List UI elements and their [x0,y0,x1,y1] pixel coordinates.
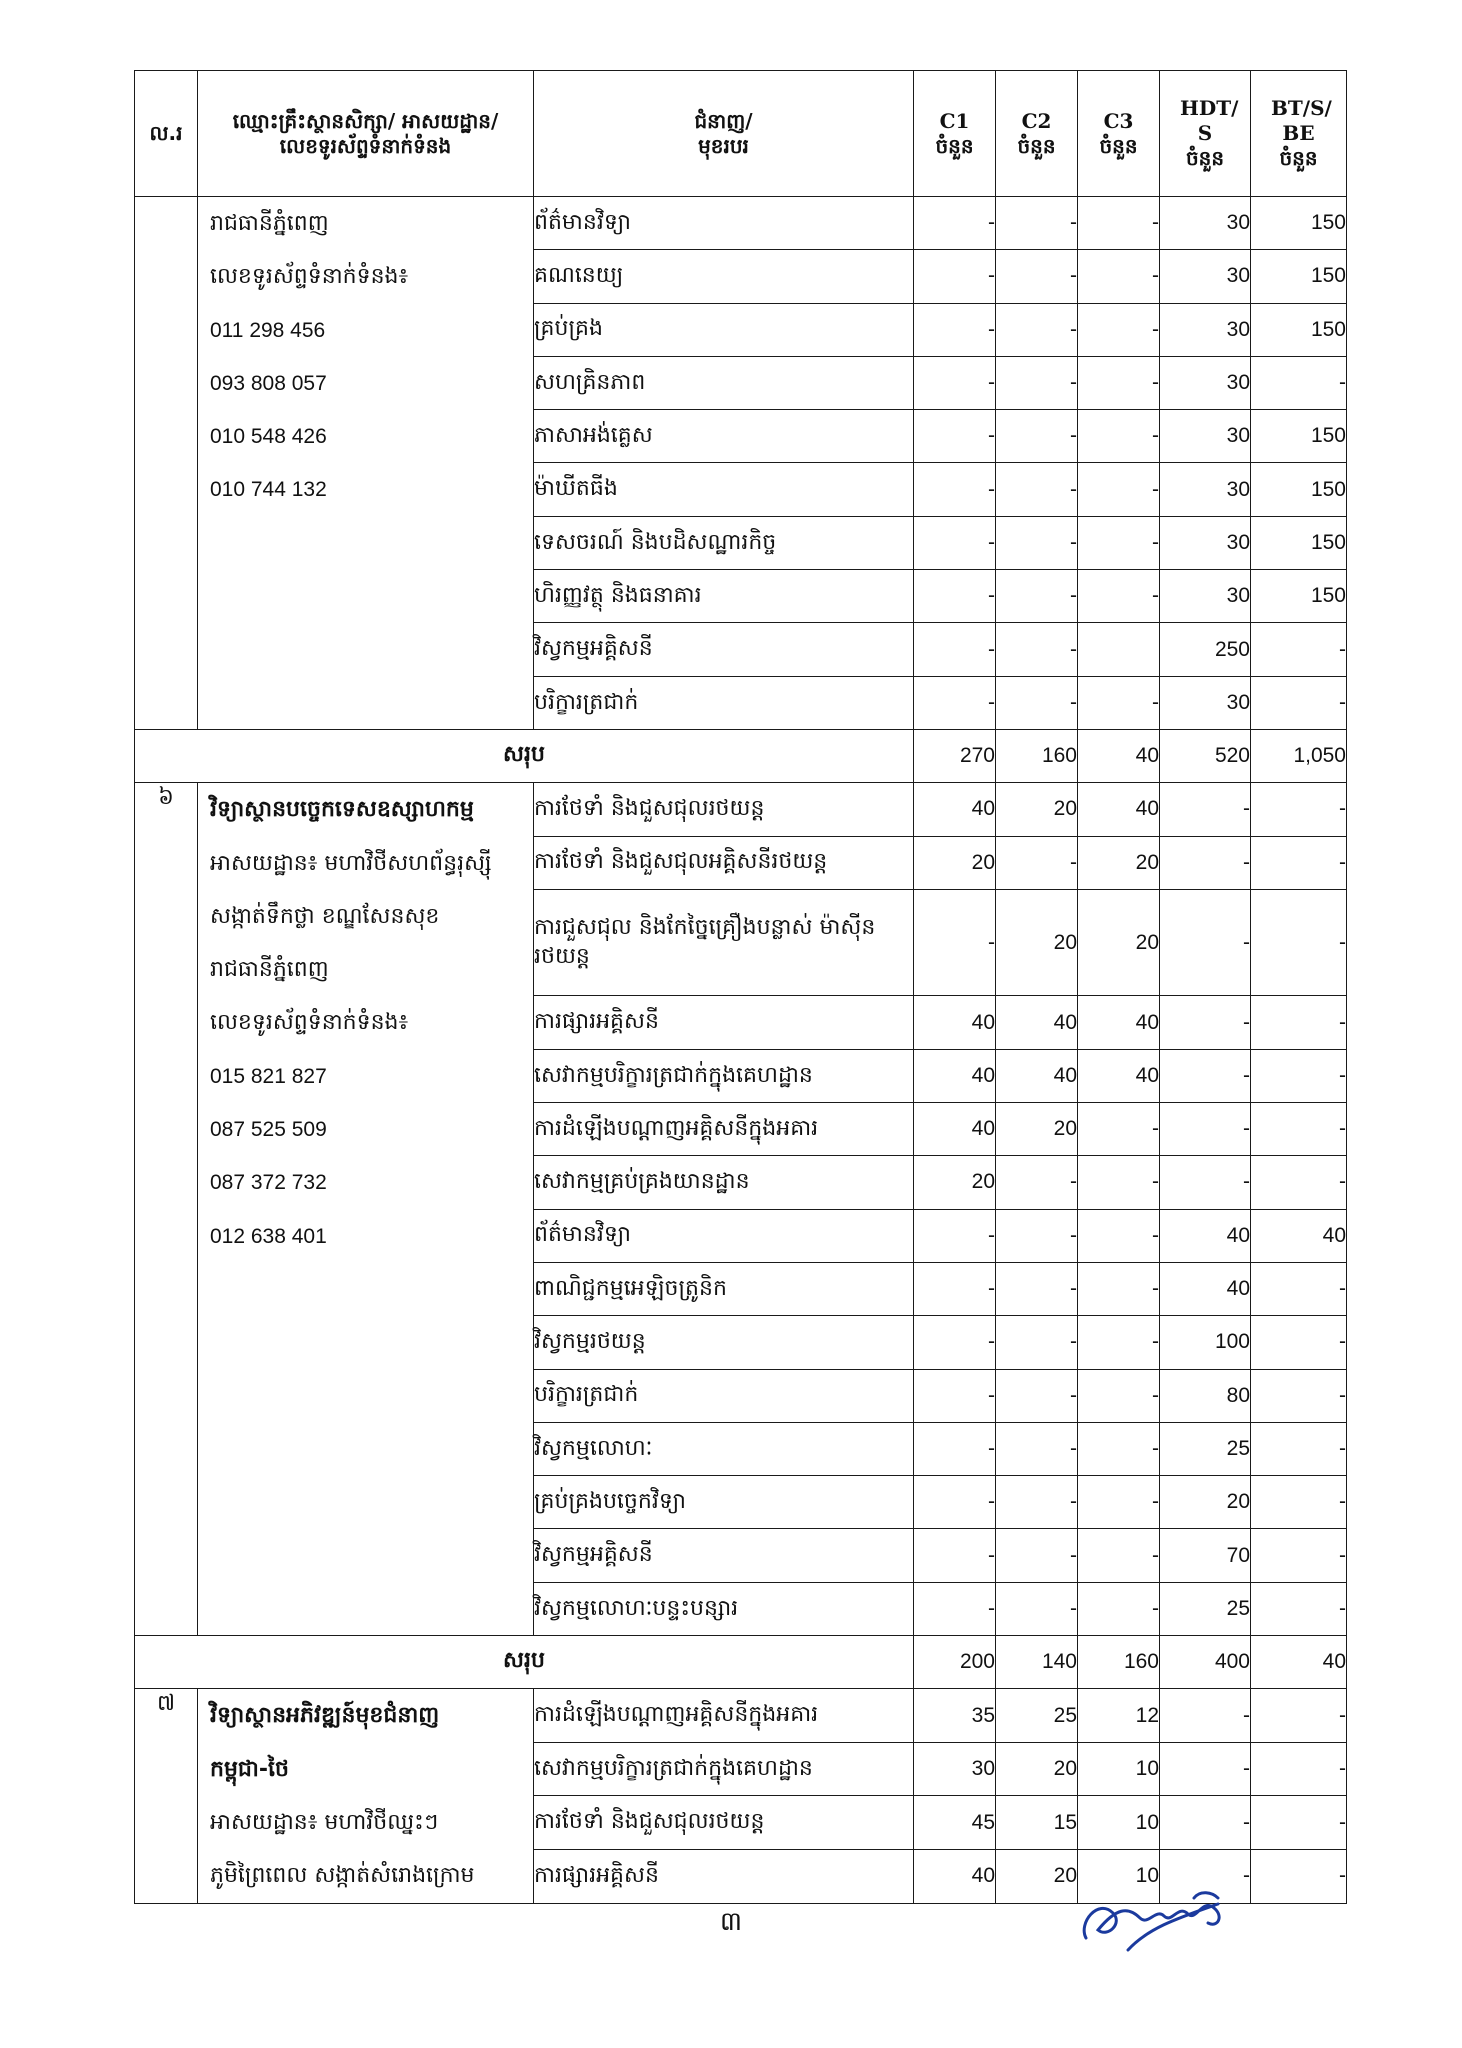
c1-cell: 45 [914,1796,996,1850]
c1-cell: - [914,623,996,676]
c3-cell: - [1078,516,1160,569]
hdt-cell: - [1160,889,1251,996]
skill-cell: ភាសាអង់គ្លេស [534,410,914,463]
c1-cell: - [914,1369,996,1422]
bts-cell: - [1251,1582,1347,1635]
skill-cell: ការផ្សារអគ្គិសនី [534,996,914,1049]
skill-cell: ហិរញ្ញវត្ថុ និងធនាគារ [534,570,914,623]
bts-cell: - [1251,1369,1347,1422]
table-row [135,1689,1347,1743]
c2-cell: 15 [996,1796,1078,1850]
c3-cell: - [1078,250,1160,303]
bts-cell: 150 [1251,570,1347,623]
c1-cell: - [914,1582,996,1635]
hdt-cell: 25 [1160,1582,1251,1635]
c3-cell: - [1078,410,1160,463]
institution-info [198,1689,534,1903]
institution-line: ភូមិព្រៃពេល សង្កាត់សំរោងក្រោម [210,1863,475,1889]
c3-cell: - [1078,570,1160,623]
total-bts-cell: 40 [1251,1636,1347,1689]
row-index: ៦ [135,783,198,1636]
c1-cell: 40 [914,1849,996,1903]
phone-number: 010 548 426 [210,425,327,449]
hdt-cell: 250 [1160,623,1251,676]
c2-cell: 25 [996,1689,1078,1743]
c1-cell: - [914,303,996,356]
hdt-cell: - [1160,783,1251,836]
c3-cell: 40 [1078,783,1160,836]
c3-cell: - [1078,1422,1160,1475]
c3-cell: - [1078,197,1160,250]
total-label: សរុប [135,1636,914,1689]
header-c1: C1 ចំនួន [914,71,996,197]
skill-cell: សេវាកម្មគ្រប់គ្រងយានដ្ឋាន [534,1156,914,1209]
total-row [135,729,1347,782]
total-row [135,1636,1347,1689]
c2-cell: - [996,410,1078,463]
c2-cell: - [996,623,1078,676]
hdt-cell: 30 [1160,197,1251,250]
bts-cell: - [1251,356,1347,409]
row-index [135,197,198,730]
total-hdt-cell: 400 [1160,1636,1251,1689]
c2-cell: - [996,1476,1078,1529]
c2-cell: - [996,250,1078,303]
c1-cell: - [914,410,996,463]
hdt-cell: - [1160,1849,1251,1903]
bts-cell: - [1251,1049,1347,1102]
skill-cell: សហគ្រិនភាព [534,356,914,409]
header-no: ល.រ [135,71,198,197]
hdt-cell: 20 [1160,1476,1251,1529]
skill-cell: ការដំឡើងបណ្តាញអគ្គិសនីក្នុងអគារ [534,1689,914,1743]
skill-cell: បរិក្ខារត្រជាក់ [534,676,914,729]
c3-cell: 40 [1078,996,1160,1049]
bts-cell: - [1251,1689,1347,1743]
c3-cell: - [1078,1209,1160,1262]
c1-cell: - [914,1476,996,1529]
c1-cell: 40 [914,1049,996,1102]
c1-cell: - [914,889,996,996]
bts-cell: - [1251,1849,1347,1903]
c1-cell: 40 [914,1103,996,1156]
c2-cell: - [996,1582,1078,1635]
c3-cell: - [1078,1582,1160,1635]
skill-cell: ទេសចរណ៍ និងបដិសណ្ឋារកិច្ច [534,516,914,569]
c3-cell: - [1078,303,1160,356]
c2-cell: - [996,197,1078,250]
bts-cell: - [1251,1316,1347,1369]
c1-cell: 30 [914,1742,996,1796]
skill-cell: សេវាកម្មបរិក្ខារត្រជាក់ក្នុងគេហដ្ឋាន [534,1742,914,1796]
c3-cell: 10 [1078,1742,1160,1796]
bts-cell: 40 [1251,1209,1347,1262]
institution-info [198,197,534,730]
hdt-cell: 30 [1160,570,1251,623]
c1-cell: - [914,1316,996,1369]
institution-line: អាសយដ្ឋាន៖ មហាវិថីឈ្នះៗ [210,1809,439,1835]
c3-cell [1078,623,1160,676]
c2-cell: - [996,516,1078,569]
institution-info [198,783,534,1636]
skill-cell: វិស្វកម្មអគ្គិសនី [534,623,914,676]
hdt-cell: - [1160,1742,1251,1796]
c1-cell: - [914,516,996,569]
skill-cell: សេវាកម្មបរិក្ខារត្រជាក់ក្នុងគេហដ្ឋាន [534,1049,914,1102]
bts-cell: - [1251,676,1347,729]
institution-line: អាសយដ្ឋាន៖ មហាវិថីសហព័ន្ធរុស្ស៊ី [210,850,492,876]
phone-number: 087 525 509 [210,1118,327,1142]
c2-cell: - [996,1422,1078,1475]
institution-line: លេខទូរស័ព្ទទំនាក់ទំនង៖ [210,264,409,290]
hdt-cell: 30 [1160,676,1251,729]
c2-cell: - [996,1316,1078,1369]
bts-cell: - [1251,1742,1347,1796]
skill-cell: គណនេយ្យ [534,250,914,303]
skill-cell: វិស្វកម្មលោហៈបន្ទះបន្សារ [534,1582,914,1635]
institution-line: វិទ្យាស្ថានបច្ចេកទេសឧស្សាហកម្ម [210,797,474,823]
institution-line: លេខទូរស័ព្ទទំនាក់ទំនង៖ [210,1010,409,1036]
header-c2: C2 ចំនួន [996,71,1078,197]
hdt-cell: 30 [1160,463,1251,516]
skill-cell: ម៉ាឃីតធីង [534,463,914,516]
institution-line: វិទ្យាស្ថានអភិវឌ្ឍន៍មុខជំនាញ [210,1703,440,1729]
skill-cell: វិស្វកម្មលោហៈ [534,1422,914,1475]
total-bts-cell: 1,050 [1251,729,1347,782]
bts-cell: - [1251,1529,1347,1582]
phone-number: 087 372 732 [210,1171,327,1195]
c3-cell: 12 [1078,1689,1160,1743]
hdt-cell: 25 [1160,1422,1251,1475]
enrollment-table [134,70,1347,1904]
total-c1-cell: 270 [914,729,996,782]
skill-cell: ការថែទាំ និងជួសជុលរថយន្ត [534,1796,914,1850]
c2-cell: - [996,836,1078,889]
table-body [135,197,1347,1904]
c3-cell: - [1078,1103,1160,1156]
total-c2-cell: 140 [996,1636,1078,1689]
c1-cell: 40 [914,783,996,836]
bts-cell: 150 [1251,197,1347,250]
hdt-cell: - [1160,1689,1251,1743]
bts-cell: - [1251,1156,1347,1209]
hdt-cell: - [1160,1049,1251,1102]
table-row [135,783,1347,836]
c1-cell: 40 [914,996,996,1049]
hdt-cell: 40 [1160,1262,1251,1315]
header-skill: ជំនាញ/ មុខរបរ [534,71,914,197]
c1-cell: - [914,676,996,729]
c1-cell: 20 [914,836,996,889]
c2-cell: - [996,356,1078,409]
skill-cell: ការដំឡើងបណ្តាញអគ្គិសនីក្នុងអគារ [534,1103,914,1156]
c2-cell: 20 [996,1849,1078,1903]
c2-cell: - [996,570,1078,623]
skill-cell: បរិក្ខារត្រជាក់ [534,1369,914,1422]
c1-cell: - [914,1262,996,1315]
institution-line: កម្ពុជា-ថៃ [210,1756,289,1782]
c1-cell: - [914,250,996,303]
c1-cell: - [914,570,996,623]
institution-line: សង្កាត់ទឹកថ្លា ខណ្ឌសែនសុខ [210,903,440,929]
institution-line: រាជធានីភ្នំពេញ [210,211,329,236]
bts-cell: - [1251,1103,1347,1156]
bts-cell: - [1251,783,1347,836]
total-c3-cell: 40 [1078,729,1160,782]
hdt-cell: 30 [1160,356,1251,409]
c3-cell: - [1078,356,1160,409]
table-row [135,197,1347,250]
phone-number: 093 808 057 [210,371,327,395]
c2-cell: 40 [996,1049,1078,1102]
hdt-cell: 30 [1160,303,1251,356]
phone-number: 010 744 132 [210,478,327,502]
hdt-cell: 40 [1160,1209,1251,1262]
bts-cell: 150 [1251,250,1347,303]
hdt-cell: 30 [1160,250,1251,303]
c2-cell: - [996,1529,1078,1582]
c1-cell: - [914,197,996,250]
c3-cell: - [1078,1156,1160,1209]
c3-cell: - [1078,1316,1160,1369]
skill-cell: ការថែទាំ និងជួសជុលរថយន្ត [534,783,914,836]
c2-cell: - [996,303,1078,356]
phone-number: 015 821 827 [210,1064,327,1088]
hdt-cell: 70 [1160,1529,1251,1582]
skill-cell: ព័ត៌មានវិទ្យា [534,1209,914,1262]
skill-cell: ពាណិជ្ជកម្មអេឡិចត្រូនិក [534,1262,914,1315]
skill-cell: គ្រប់គ្រងបច្ចេកវិទ្យា [534,1476,914,1529]
c1-cell: - [914,356,996,409]
header-institution: ឈ្មោះគ្រឹះស្ថានសិក្សា/ អាសយដ្ឋាន/ លេខទូរស័ព្ទទំនាក់ទំនង [198,71,534,197]
c3-cell: 10 [1078,1849,1160,1903]
bts-cell: - [1251,836,1347,889]
c3-cell: - [1078,1476,1160,1529]
c1-cell: 20 [914,1156,996,1209]
hdt-cell: 30 [1160,410,1251,463]
bts-cell: - [1251,1422,1347,1475]
hdt-cell: - [1160,1156,1251,1209]
bts-cell: 150 [1251,303,1347,356]
skill-cell: ការជួសជុល និងកែច្នៃគ្រឿងបន្លាស់ ម៉ាស៊ីនរថយន្ត [534,889,914,996]
hdt-cell: - [1160,996,1251,1049]
c2-cell: 20 [996,1742,1078,1796]
c3-cell: 20 [1078,889,1160,996]
c3-cell: 40 [1078,1049,1160,1102]
total-c1-cell: 200 [914,1636,996,1689]
header-row [135,71,1347,197]
hdt-cell: 100 [1160,1316,1251,1369]
skill-cell: វិស្វកម្មអគ្គិសនី [534,1529,914,1582]
c1-cell: - [914,1209,996,1262]
c2-cell: 20 [996,1103,1078,1156]
total-c3-cell: 160 [1078,1636,1160,1689]
total-hdt-cell: 520 [1160,729,1251,782]
bts-cell: 150 [1251,410,1347,463]
c3-cell: - [1078,1262,1160,1315]
bts-cell: - [1251,1476,1347,1529]
c3-cell: 10 [1078,1796,1160,1850]
bts-cell: 150 [1251,516,1347,569]
total-c2-cell: 160 [996,729,1078,782]
hdt-cell: - [1160,1796,1251,1850]
c2-cell: - [996,1262,1078,1315]
header-c3: C3 ចំនួន [1078,71,1160,197]
institution-line: រាជធានីភ្នំពេញ [210,957,329,983]
page-number: ៣ [719,1907,743,1937]
c2-cell: - [996,1156,1078,1209]
total-label: សរុប [135,729,914,782]
skill-cell: ការថែទាំ និងជួសជុលអគ្គិសនីរថយន្ត [534,836,914,889]
c1-cell: 35 [914,1689,996,1743]
hdt-cell: - [1160,1103,1251,1156]
c3-cell: - [1078,463,1160,516]
header-bts: BT/S/ BE ចំនួន [1251,71,1347,197]
row-index: ៧ [135,1689,198,1903]
c2-cell: 20 [996,783,1078,836]
hdt-cell: - [1160,836,1251,889]
phone-number: 012 638 401 [210,1224,327,1248]
bts-cell: - [1251,1262,1347,1315]
c2-cell: 40 [996,996,1078,1049]
c1-cell: - [914,1422,996,1475]
skill-cell: វិស្វកម្មរថយន្ត [534,1316,914,1369]
c2-cell: - [996,1369,1078,1422]
c3-cell: 20 [1078,836,1160,889]
hdt-cell: 30 [1160,516,1251,569]
skill-cell: គ្រប់គ្រង [534,303,914,356]
bts-cell: - [1251,889,1347,996]
c3-cell: - [1078,676,1160,729]
handwritten-signature [1068,1868,1248,1958]
hdt-cell: 80 [1160,1369,1251,1422]
skill-cell: ការផ្សារអគ្គិសនី [534,1849,914,1903]
c3-cell: - [1078,1529,1160,1582]
c2-cell: - [996,463,1078,516]
c2-cell: - [996,1209,1078,1262]
header-hdt: HDT/ S ចំនួន [1160,71,1251,197]
bts-cell: - [1251,623,1347,676]
phone-number: 011 298 456 [210,318,326,342]
skill-cell: ព័ត៌មានវិទ្យា [534,197,914,250]
bts-cell: - [1251,1796,1347,1850]
c2-cell: - [996,676,1078,729]
c1-cell: - [914,1529,996,1582]
bts-cell: 150 [1251,463,1347,516]
c3-cell: - [1078,1369,1160,1422]
c1-cell: - [914,463,996,516]
c2-cell: 20 [996,889,1078,996]
bts-cell: - [1251,996,1347,1049]
